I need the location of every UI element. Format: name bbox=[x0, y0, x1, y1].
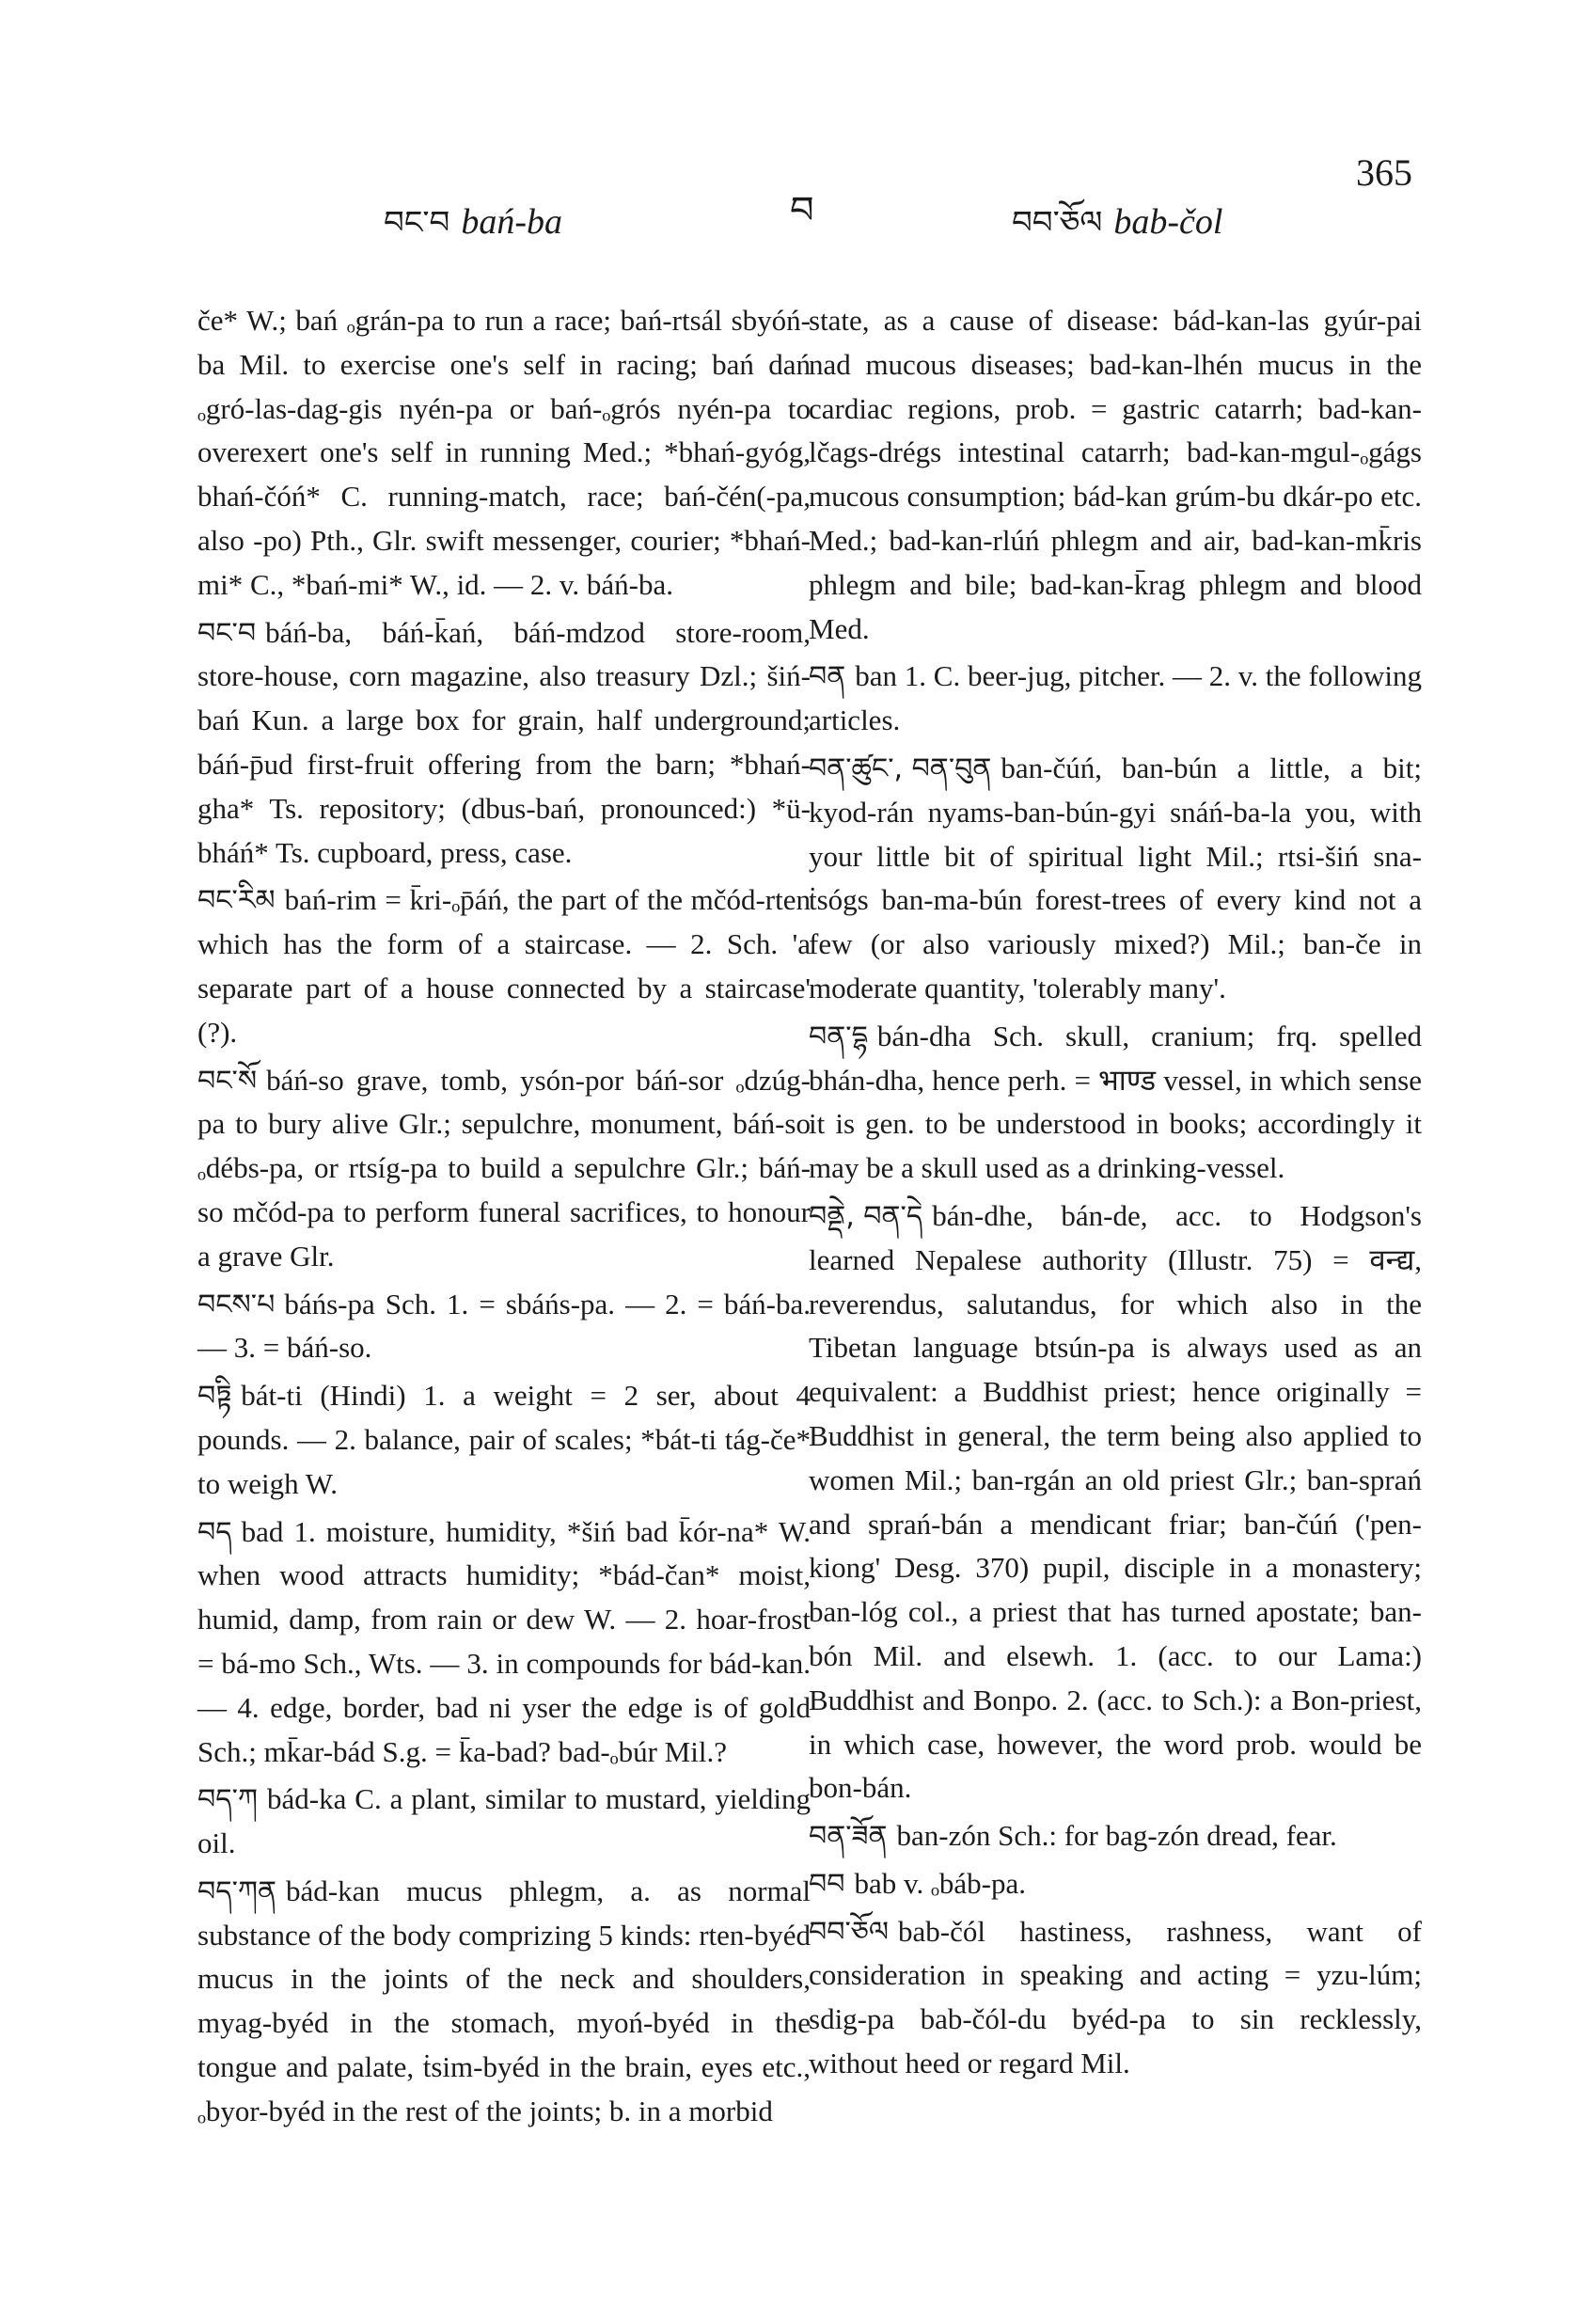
entry-text: ban-zón Sch.: for bag-zón dread, fear. bbox=[896, 1819, 1337, 1853]
dictionary-entry bbox=[809, 1910, 1422, 2086]
entry-text: báń-so grave, tomb, ysón-por báń-sor ₒdzúg-pa to bury alive Glr.; sepulchre, monument, báń-so ₒdébs-pa, or rtsíg-pa to build a sepulchre Glr.; báń-so mčód-pa to perform funeral sacrifices, to honour a grave Glr. bbox=[197, 1063, 811, 1273]
entry-headword-tibetan: བང་སོ bbox=[197, 1064, 258, 1098]
entry-headword-tibetan: བབ་ཅོལ bbox=[809, 1915, 890, 1949]
dictionary-entry bbox=[809, 1814, 1422, 1858]
running-head-right bbox=[1012, 201, 1222, 243]
entry-headword-tibetan: བད bbox=[197, 1515, 232, 1549]
running-head-right-roman: bab-čol bbox=[1113, 202, 1223, 242]
entry-text: bád-ka C. a plant, similar to mustard, yielding oil. bbox=[197, 1782, 811, 1860]
dictionary-entry bbox=[197, 878, 811, 1054]
entry-headword-tibetan: བང་རིམ bbox=[197, 884, 276, 918]
entry-headword-tibetan: བཏྟི bbox=[197, 1380, 232, 1414]
entry-text: state, as a cause of disease: bád-kan-las gyúr-pai nad mucous diseases; bad-kan-lhén mucus in the cardiac regions, prob. = gastric catarrh; bad-kan-lčags-drégs intestinal catarrh; bad-kan-mgul-ₒgágs mucous consumption; bád-kan grúm-bu dkár-po etc. Med.; bad-kan-rlúń phlegm and air, bad-kan-mk̄ris phlegm and bile; bad-kan-k̄rag phlegm and blood Med. bbox=[809, 304, 1422, 645]
running-head-left bbox=[384, 201, 562, 243]
entry-text: če* W.; bań ₒgrán-pa to run a race; bań-rtsál sbyóń-ba Mil. to exercise one's self in racing; bań dań ₒgró-las-dag-gis nyén-pa or bań-ₒgrós nyén-pa to overexert one's self in running Med.; *bhań-gyóg, bhań-čóń* C. running-match, race; bań-čén(-pa, also -po) Pth., Glr. swift messenger, courier; *bhań-mi* C., *bań-mi* W., id. — 2. v. báń-ba. bbox=[197, 304, 811, 601]
entry-headword-tibetan: བན་ཟོན bbox=[809, 1820, 888, 1854]
dictionary-entry bbox=[197, 1870, 811, 2134]
entry-headword-tibetan: བངས་པ bbox=[197, 1288, 276, 1321]
dictionary-entry bbox=[809, 1862, 1422, 1906]
entry-headword-tibetan: བབ bbox=[809, 1867, 845, 1901]
dictionary-entry bbox=[197, 1778, 811, 1866]
dictionary-entry bbox=[197, 299, 811, 608]
dictionary-entry bbox=[809, 655, 1422, 743]
entry-text: báń-ba, báń-k̄ań, báń-mdzod store-room, store-house, corn magazine, also treasury Dzl.; šiń-bań Kun. a large box for grain, half underground; báń-p̄ud first-fruit offering from the barn; *bhań-gha* Ts. repository; (dbus-bań, pronounced:) *ü-bháń* Ts. cupboard, press, case. bbox=[197, 615, 811, 869]
entry-headword-tibetan: བན་ཚུང་, བན་བུན bbox=[809, 751, 992, 785]
entry-text: bab v. ₒbáb-pa. bbox=[854, 1866, 1026, 1900]
entry-text: bán-dhe, bán-de, acc. to Hodgson's learned Nepalese authority (Illustr. 75) = वन्द्य, reverendus, salutandus, for which also in the Tibetan language btsún-pa is always used as an equivalent: a Buddhist priest; hence originally = Buddhist in general, the term being also applied to women Mil.; ban-rgán an old priest Glr.; ban-sprań and sprań-bán a mendicant friar; ban-čúń ('pen-kiong' Desg. 370) pupil, disciple in a monastery; ban-lóg col., a priest that has turned apostate; ban-bón Mil. and elsewh. 1. (acc. to our Lama:) Buddhist and Bonpo. 2. (acc. to Sch.): a Bon-priest, in which case, however, the word prob. would be bon-bán. bbox=[809, 1198, 1422, 1805]
dictionary-entry bbox=[197, 1374, 811, 1506]
dictionary-entry bbox=[809, 1015, 1422, 1191]
dictionary-entry bbox=[809, 1194, 1422, 1810]
entry-headword-tibetan: བནྡེ, བན་དེ bbox=[809, 1199, 923, 1233]
entry-text: báńs-pa Sch. 1. = sbáńs-pa. — 2. = báń-ba. — 3. = báń-so. bbox=[197, 1287, 811, 1365]
entry-headword-tibetan: བན་དྷ bbox=[809, 1020, 868, 1053]
entry-text: bad 1. moisture, humidity, *šiń bad k̄ór-na* W. when wood attracts humidity; *bád-čan* moist, humid, damp, from rain or dew W. — 2. hoar-frost = bá-mo Sch., Wts. — 3. in compounds for bád-kan. — 4. edge, border, bad ni yser the edge is of gold Sch.; mk̄ar-bád S.g. = k̄a-bad? bad-ₒbúr Mil.? bbox=[197, 1514, 811, 1768]
page-number: 365 bbox=[1356, 151, 1412, 194]
right-column bbox=[809, 299, 1422, 2090]
dictionary-entry bbox=[197, 1510, 811, 1775]
entry-text: bát-ti (Hindi) 1. a weight = 2 ser, about 4 pounds. — 2. balance, pair of scales; *bát-ti tág-če* to weigh W. bbox=[197, 1379, 811, 1500]
dictionary-entry bbox=[197, 1059, 811, 1279]
entry-text: bań-rim = k̄ri-ₒp̄áń, the part of the mčód-rten which has the form of a staircase. — 2. Sch. 'a separate part of a house connected by a staircase' (?). bbox=[197, 883, 811, 1049]
running-head-letter: བ bbox=[790, 189, 814, 232]
running-head bbox=[0, 141, 1576, 242]
left-column bbox=[197, 299, 811, 2138]
dictionary-entry bbox=[809, 299, 1422, 651]
entry-text: bád-kan mucus phlegm, a. as normal substance of the body comprizing 5 kinds: rten-byéd mucus in the joints of the neck and shoulders, myag-byéd in the stomach, myoń-byéd in the tongue and palate, ṫsim-byéd in the brain, eyes etc., ₒbyor-byéd in the rest of the joints; b. in a morbid bbox=[197, 1873, 811, 2127]
entry-text: bab-čól hastiness, rashness, want of consideration in speaking and acting = yzu-lúm; sdig-pa bab-čól-du byéd-pa to sin recklessly, without heed or regard Mil. bbox=[809, 1914, 1422, 2080]
dictionary-entry bbox=[197, 1283, 811, 1371]
entry-headword-tibetan: བད་ཀ bbox=[197, 1783, 259, 1817]
dictionary-entry bbox=[809, 747, 1422, 1011]
running-head-left-roman: bań-ba bbox=[461, 202, 563, 242]
entry-headword-tibetan: བང་བ bbox=[197, 616, 257, 650]
entry-text: bán-dha Sch. skull, cranium; frq. spelled bhán-dha, hence perh. = भाण्ड vessel, in which sense it is gen. to be understood in books; accordingly it may be a skull used as a drinking-vessel. bbox=[809, 1019, 1422, 1185]
running-head-right-tibetan: བབ་ཅོལ bbox=[1012, 204, 1103, 242]
entry-text: ban 1. C. beer-jug, pitcher. — 2. v. the following articles. bbox=[809, 659, 1422, 737]
running-head-left-tibetan: བང་བ bbox=[384, 204, 450, 242]
entry-headword-tibetan: བད་ཀན bbox=[197, 1874, 277, 1908]
entry-text: ban-čúń, ban-bún a little, a bit; kyod-rán nyams-ban-bún-gyi snáń-ba-la you, with your little bit of spiritual light Mil.; rtsi-šiń sna-ṫsógs ban-ma-bún forest-trees of every kind not a few (or also variously mixed?) Mil.; ban-če in moderate quantity, 'tolerably many'. bbox=[809, 751, 1422, 1004]
entry-headword-tibetan: བན bbox=[809, 660, 846, 694]
dictionary-entry bbox=[197, 611, 811, 876]
